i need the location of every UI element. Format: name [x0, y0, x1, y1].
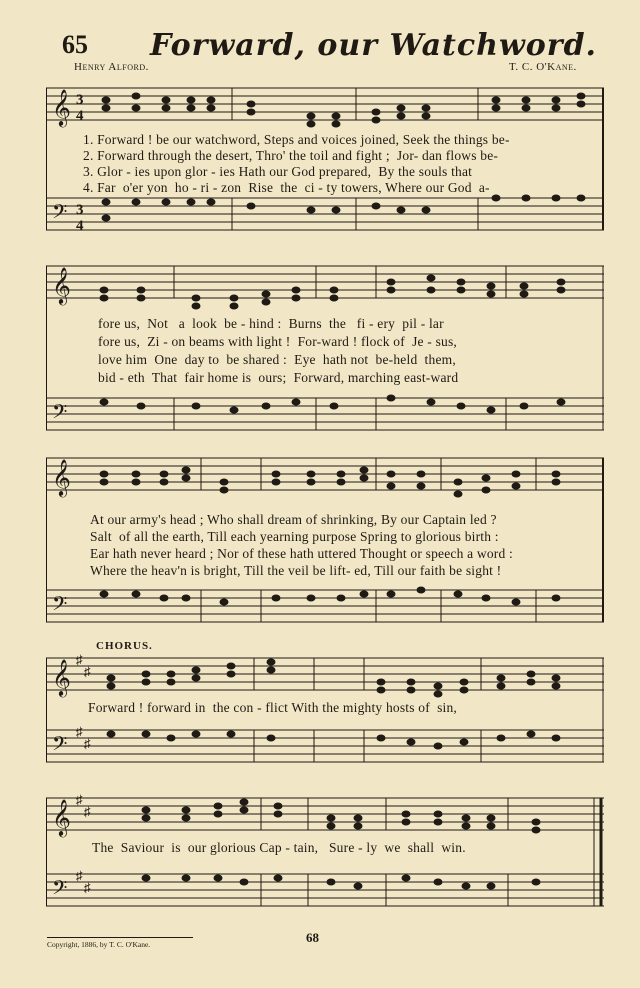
svg-text:♯: ♯ [84, 804, 91, 819]
verse-line: Where the heav'n is bright, Till the veil be lift- ed, Till our faith be sight ! [90, 563, 502, 578]
verse-line: The Saviour is our glorious Cap - tain, Sure - ly we shall win. [92, 840, 466, 855]
svg-text:𝄞: 𝄞 [52, 799, 71, 835]
verse-line: 3. Glor - ies upon glor - ies Hath our God prepared, By the souls that [83, 164, 473, 179]
svg-text:𝄢: 𝄢 [52, 202, 68, 228]
svg-text:♯: ♯ [84, 880, 91, 895]
music-system-1 [46, 80, 604, 240]
chorus-label: CHORUS. [96, 640, 153, 652]
svg-text:♯: ♯ [76, 724, 83, 739]
verse-line: Ear hath never heard ; Nor of these hath uttered Thought or speech a word : [90, 546, 513, 561]
verse-line: 1. Forward ! be our watchword, Steps and voices joined, Seek the things be- [83, 132, 510, 147]
hymn-composer: T. C. O'Kane. [509, 61, 577, 73]
svg-text:♯: ♯ [76, 868, 83, 883]
svg-text:♯: ♯ [76, 652, 83, 667]
verse-line: 2. Forward through the desert, Thro' the toil and fight ; Jor- dan flows be- [83, 148, 499, 163]
svg-text:4: 4 [76, 108, 84, 124]
hymn-number: 65 [62, 30, 88, 59]
svg-text:𝄢: 𝄢 [52, 402, 68, 428]
svg-text:3: 3 [76, 92, 84, 108]
svg-text:3: 3 [76, 202, 84, 218]
copyright-notice: Copyright, 1886, by T. C. O'Kane. [47, 937, 193, 949]
svg-text:4: 4 [76, 218, 84, 234]
verse-line: bid - eth That fair home is ours; Forward, marching east-ward [98, 370, 459, 385]
svg-text:𝄢: 𝄢 [52, 878, 68, 904]
svg-text:♯: ♯ [84, 736, 91, 751]
verse-line: 4. Far o'er yon ho - ri - zon Rise the ci - ty towers, Where our God a- [83, 180, 490, 195]
verse-line: love him One day to be shared : Eye hath not be-held them, [98, 352, 456, 367]
verse-line: Forward ! forward in the con - flict With the mighty hosts of sin, [88, 700, 457, 715]
hymn-title: Forward, our Watchword. [150, 28, 597, 63]
svg-text:♯: ♯ [76, 792, 83, 807]
page-number: 68 [306, 930, 319, 945]
music-system-3 [46, 450, 604, 628]
verse-line: fore us, Zi - on beams with light ! For-ward ! flock of Je - sus, [98, 334, 458, 349]
music-system-5 [46, 790, 604, 914]
svg-text:𝄞: 𝄞 [52, 459, 71, 495]
verse-line: Salt of all the earth, Till each yearning purpose Spring to glorious birth : [90, 529, 499, 544]
music-system-4 [46, 650, 604, 770]
svg-text:𝄞: 𝄞 [52, 89, 71, 125]
svg-text:♯: ♯ [84, 664, 91, 679]
verse-line: At our army's head ; Who shall dream of shrinking, By our Captain led ? [90, 512, 497, 527]
hymn-author: Henry Alford. [74, 61, 149, 73]
verse-line: fore us, Not a look be - hind : Burns the fi - ery pil - lar [98, 316, 444, 331]
svg-text:𝄞: 𝄞 [52, 659, 71, 695]
music-system-2 [46, 258, 604, 436]
svg-text:𝄞: 𝄞 [52, 267, 71, 303]
svg-text:𝄢: 𝄢 [52, 734, 68, 760]
svg-text:𝄢: 𝄢 [52, 594, 68, 620]
